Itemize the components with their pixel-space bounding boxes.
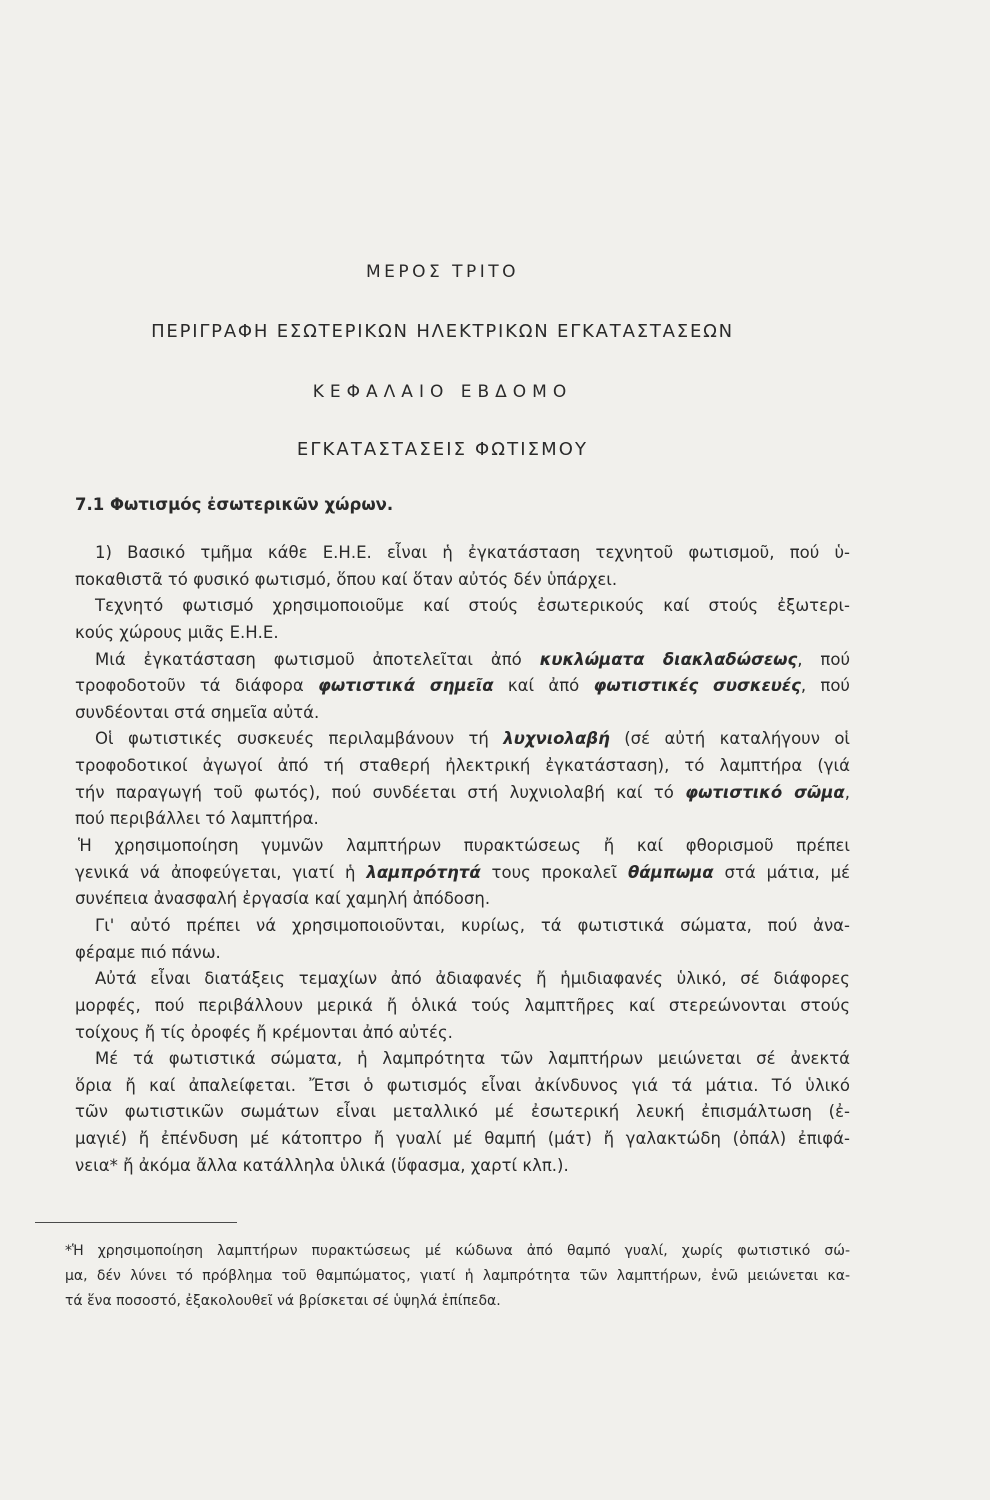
chapter-label: ΚΕΦΑΛΑΙΟ ΕΒΔΟΜΟ xyxy=(312,382,573,402)
body-line xyxy=(75,647,850,674)
body-text-run: Οἱ φωτιστικές συσκευές περιλαμβάνουν τή xyxy=(95,729,504,749)
body-line: συνέπεια ἀνασφαλή ἐργασία καί χαμηλή ἀπόδοση. xyxy=(75,889,491,909)
body-text-run: τους προκαλεῖ xyxy=(480,862,628,882)
body-text-run: Μιά ἐγκατάσταση φωτισμοῦ ἀποτελεῖται ἀπό xyxy=(95,649,540,669)
body-text-run: γενικά νά ἀποφεύγεται, γιατί ἡ xyxy=(75,862,367,882)
body-text-run: στά μάτια, μέ xyxy=(713,862,850,882)
body-line: κούς χώρους μιᾶς Ε.Η.Ε. xyxy=(75,622,279,642)
body-line: φέραμε πιό πάνω. xyxy=(75,942,221,962)
body-line: Αὐτά εἶναι διατάξεις τεμαχίων ἀπό ἀδιαφανές ἤ ἡμιδιαφανές ὑλικό, σέ διάφορες xyxy=(95,969,850,989)
body-text-run: τήν παραγωγή τοῦ φωτός), πού συνδέεται στή λυχνιολαβή καί τό xyxy=(75,782,686,802)
body-line: Ἡ χρησιμοποίηση γυμνῶν λαμπτήρων πυρακτώσεως ἤ καί φθορισμοῦ πρέπει xyxy=(78,836,850,856)
emphasized-term: φωτιστικό σῶμα xyxy=(685,782,845,802)
emphasized-term: φωτιστικά σημεῖα xyxy=(318,676,494,696)
body-text-run: τροφοδοτοῦν τά διάφορα xyxy=(75,676,319,696)
body-line xyxy=(75,780,850,807)
body-text xyxy=(75,540,850,1179)
emphasized-term: φωτιστικές συσκευές xyxy=(593,676,801,696)
body-line: μορφές, πού περιβάλλουν μερικά ἤ ὁλικά τούς λαμπτῆρες καί στερεώνονται στούς xyxy=(75,995,850,1015)
body-line: Τεχνητό φωτισμό χρησιμοποιοῦμε καί στούς ἐσωτερικούς καί στούς ἐξωτερι- xyxy=(95,596,850,616)
body-text-run: , xyxy=(844,782,850,802)
body-line: τῶν φωτιστικῶν σωμάτων εἶναι μεταλλικό μέ ἐσωτερική λευκή ἐπισμάλτωση (ἐ- xyxy=(75,1102,850,1122)
body-line xyxy=(75,860,850,887)
body-line: Μέ τά φωτιστικά σώματα, ἡ λαμπρότητα τῶν λαμπτήρων μειώνεται σέ ἀνεκτά xyxy=(95,1049,850,1069)
emphasized-term: κυκλώματα διακλαδώσεως xyxy=(539,649,798,669)
section-heading: 7.1 Φωτισμός ἐσωτερικῶν χώρων. xyxy=(75,495,394,514)
footnote-separator xyxy=(35,1222,237,1223)
body-text-run: (σέ αὐτή καταλήγουν οἱ xyxy=(609,729,850,749)
footnote-line: *Ἡ χρησιμοποίηση λαμπτήρων πυρακτώσεως μέ κώδωνα ἀπό θαμπό γυαλί, χωρίς φωτιστικό σώ- xyxy=(65,1243,850,1259)
body-line: τοίχους ἤ τίς ὀροφές ἤ κρέμονται ἀπό αὐτές. xyxy=(75,1022,453,1042)
body-line: Γι' αὐτό πρέπει νά χρησιμοποιοῦνται, κυρίως, τά φωτιστικά σώματα, πού ἀνα- xyxy=(95,915,850,935)
body-line xyxy=(75,726,850,753)
body-line xyxy=(75,673,850,700)
body-line: ποκαθιστᾶ τό φυσικό φωτισμό, ὅπου καί ὅταν αὐτός δέν ὑπάρχει. xyxy=(75,569,618,589)
emphasized-term: θάμπωμα xyxy=(627,862,714,882)
body-line: συνδέονται στά σημεῖα αὐτά. xyxy=(75,702,320,722)
body-line: τροφοδοτικοί ἀγωγοί ἀπό τή σταθερή ἠλεκτρική ἐγκατάσταση), τό λαμπτήρα (γιά xyxy=(75,756,850,776)
body-line: νεια* ἤ ἀκόμα ἄλλα κατάλληλα ὑλικά (ὕφασμα, χαρτί κλπ.). xyxy=(75,1155,569,1175)
body-line: μαγιέ) ἤ ἐπένδυση μέ κάτοπτρο ἤ γυαλί μέ θαμπή (μάτ) ἤ γαλακτώδη (ὀπάλ) ἐπιφά- xyxy=(75,1129,850,1149)
footnote-line: μα, δέν λύνει τό πρόβλημα τοῦ θαμπώματος, γιατί ἡ λαμπρότητα τῶν λαμπτήρων, ἐνῶ μειώνεται κα- xyxy=(65,1268,850,1284)
body-line: 1) Βασικό τμῆμα κάθε Ε.Η.Ε. εἶναι ἡ ἐγκατάσταση τεχνητοῦ φωτισμοῦ, πού ὑ- xyxy=(95,543,850,562)
footnote-line: τά ἕνα ποσοστό, ἐξακολουθεῖ νά βρίσκεται σέ ὑψηλά ἐπίπεδα. xyxy=(65,1293,501,1309)
footnote xyxy=(65,1239,850,1314)
part-title: ΜΕΡΟΣ ΤΡΙΤΟ xyxy=(365,262,520,282)
body-text-run: , πού xyxy=(800,676,850,696)
body-line: πού περιβάλλει τό λαμπτήρα. xyxy=(75,809,319,829)
part-subtitle: ΠΕΡΙΓΡΑΦΗ ΕΣΩΤΕΡΙΚΩΝ ΗΛΕΚΤΡΙΚΩΝ ΕΓΚΑΤΑΣΤΑΣΕΩΝ xyxy=(151,321,734,342)
emphasized-term: λυχνιολαβή xyxy=(503,729,610,749)
body-line: ὅρια ἤ καί ἀπαλείφεται. Ἔτσι ὁ φωτισμός εἶναι ἀκίνδυνος γιά τά μάτια. Τό ὑλικό xyxy=(75,1075,850,1095)
body-text-run: , πού xyxy=(797,649,850,669)
chapter-title: ΕΓΚΑΤΑΣΤΑΣΕΙΣ ΦΩΤΙΣΜΟΥ xyxy=(296,439,589,460)
emphasized-term: λαμπρότητά xyxy=(366,862,481,882)
body-text-run: καί ἀπό xyxy=(493,676,594,696)
